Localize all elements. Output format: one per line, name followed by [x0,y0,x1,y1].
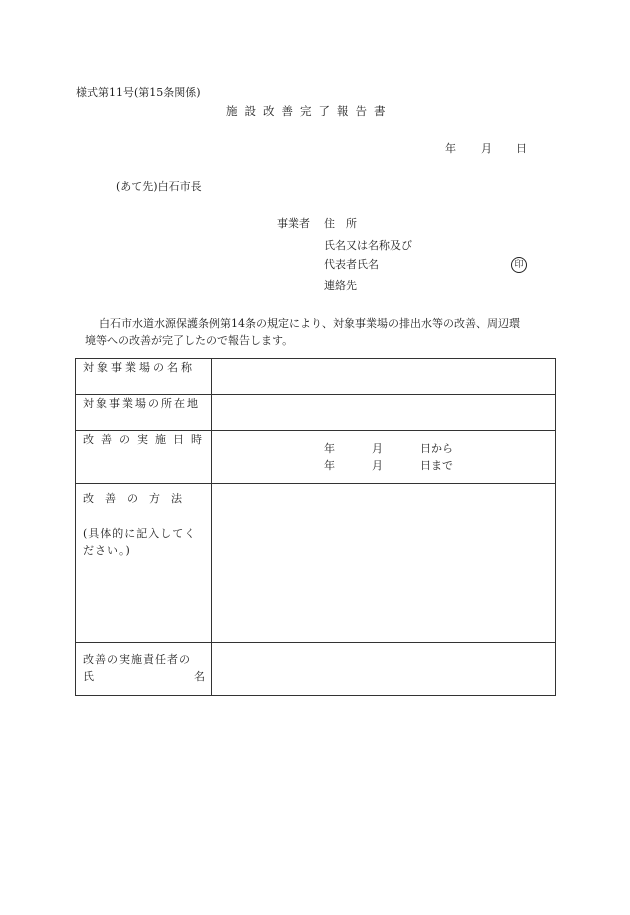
from-day: 日から [420,442,453,455]
method-note-2: ださい。) [83,544,131,557]
contact-label: 連絡先 [324,279,357,292]
operator-heading: 事業者 [277,217,310,230]
responsible-person-field[interactable] [212,643,556,696]
seal-mark: 印 [511,257,527,273]
body-text-line-1: 白石市水道水源保護条例第14条の規定により、対象事業場の排出水等の改善、周辺環 [99,317,520,330]
facility-location-label: 対象事業場の所在地 [76,395,212,431]
responsible-label-1: 改善の実施責任者の [83,653,191,666]
body-text-line-2: 境等への改善が完了したので報告します。 [85,334,294,347]
date-day: 日 [516,142,527,155]
responsible-label-2a: 氏 [83,670,94,683]
implementation-date-field[interactable] [212,431,556,484]
facility-name-field[interactable] [212,359,556,395]
method-note-1: (具体的に記入してく [83,527,197,540]
table-row [76,643,556,696]
facility-name-label: 対象事業場の名称 [76,359,212,395]
to-month: 月 [372,459,383,472]
name-label-1: 氏名又は名称及び [324,239,412,252]
table-row [76,431,556,484]
table-row [76,359,556,395]
report-table [75,358,556,696]
table-row [76,395,556,431]
document-title: 施設改善完了報告書 [226,104,393,118]
from-month: 月 [372,442,383,455]
from-year: 年 [324,442,335,455]
date-month: 月 [481,142,492,155]
table-row [76,484,556,643]
responsible-person-label [76,643,212,696]
to-day: 日まで [420,459,453,472]
form-number: 様式第11号(第15条関係) [76,86,201,99]
date-year: 年 [445,142,456,155]
to-year: 年 [324,459,335,472]
address-label: 住 所 [324,217,357,230]
facility-location-field[interactable] [212,395,556,431]
addressee: (あて先)白石市長 [116,180,202,193]
responsible-label-2b: 名 [194,670,205,683]
name-label-2: 代表者氏名 [324,258,379,271]
improvement-method-field[interactable] [212,484,556,643]
implementation-date-label: 改善の実施日時 [76,431,212,484]
improvement-method-label [76,484,212,643]
method-heading: 改 善 の 方 法 [83,492,182,505]
